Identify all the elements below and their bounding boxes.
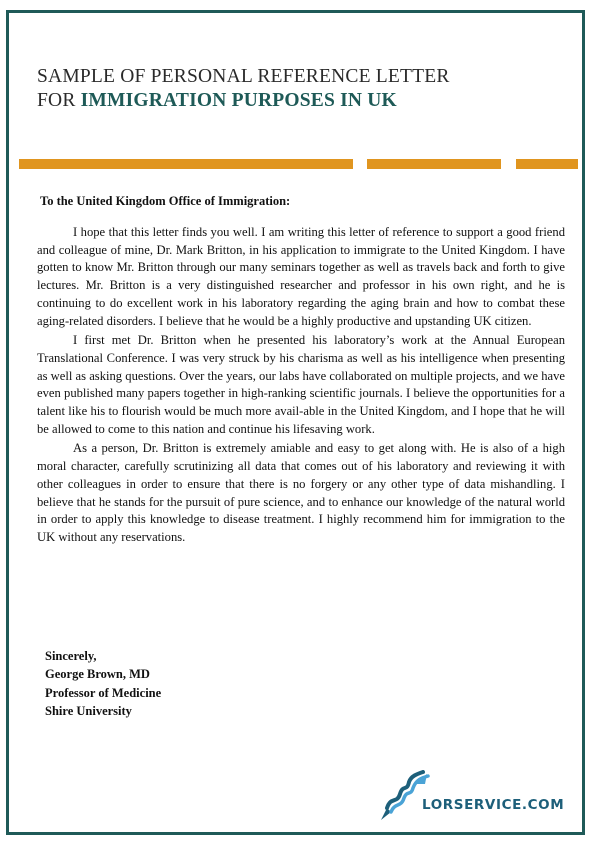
closing: Sincerely,	[45, 649, 97, 663]
signer-organization: Shire University	[45, 704, 132, 719]
letter-paragraph-3: As a person, Dr. Britton is extremely amiable and easy to get along with. He is also of a high moral character, carefully scrutinizing all data that comes out of his laboratory and reviewing it with other colleagues in order to ensure that there is no forgery or any other type of data mishandling. I believe that he stands for the pursuit of pure science, and to enhance our knowledge of the natural world in order to apply this knowledge to disease treatment. I highly recommend him for immigration to the UK without any reservations.	[37, 441, 565, 544]
accent-bar-3	[516, 159, 578, 169]
brand-logo[interactable]	[373, 770, 563, 826]
title-line-2	[37, 89, 450, 113]
accent-bar-2	[367, 159, 501, 169]
brand-logo-text: LORSERVICE.COM	[422, 797, 565, 813]
letter-paragraph-2: I first met Dr. Britton when he presented his laboratory’s work at the Annual European Translational Conference. I was very struck by his charisma as well as his intelligence when presenting as well as asking questions. Over the years, our labs have collaborated on multiple projects, and we have even published many papers together in high-ranking scientific journals. I believe the opportunities for a talent like his to flourish would be much more avail-able in the United Kingdom, and I hope that he will be allowed to come to this nation and continue his lifesaving work.	[37, 333, 565, 436]
signer-position: Professor of Medicine	[45, 685, 162, 700]
title-line-2-prefix: FOR	[37, 90, 81, 111]
letter-greeting: To the United Kingdom Office of Immigration:	[40, 194, 291, 208]
accent-bar-1	[19, 159, 353, 169]
signer-name: George Brown, MD	[45, 667, 150, 682]
letter-body	[37, 224, 565, 549]
document-title	[37, 65, 450, 113]
title-emphasis: IMMIGRATION PURPOSES IN UK	[80, 90, 397, 111]
letter-paragraph-1: I hope that this letter finds you well. I am writing this letter of reference to support a good friend and colleague of mine, Dr. Mark Britton, in his application to immigrate to the United Kingdom. I have gotten to know Mr. Britton through our many seminars together as well as travels back and forth to give lectures. Mr. Britton is a very distinguished researcher and professor in his own right, and he is continuing to do excellent work in his laboratory regarding the aging brain and how to combat these aging-related disorders. I believe that he would be a highly productive and upstanding UK citizen.	[37, 225, 565, 328]
title-line-1: SAMPLE OF PERSONAL REFERENCE LETTER	[37, 66, 450, 87]
signature-block	[45, 647, 161, 721]
